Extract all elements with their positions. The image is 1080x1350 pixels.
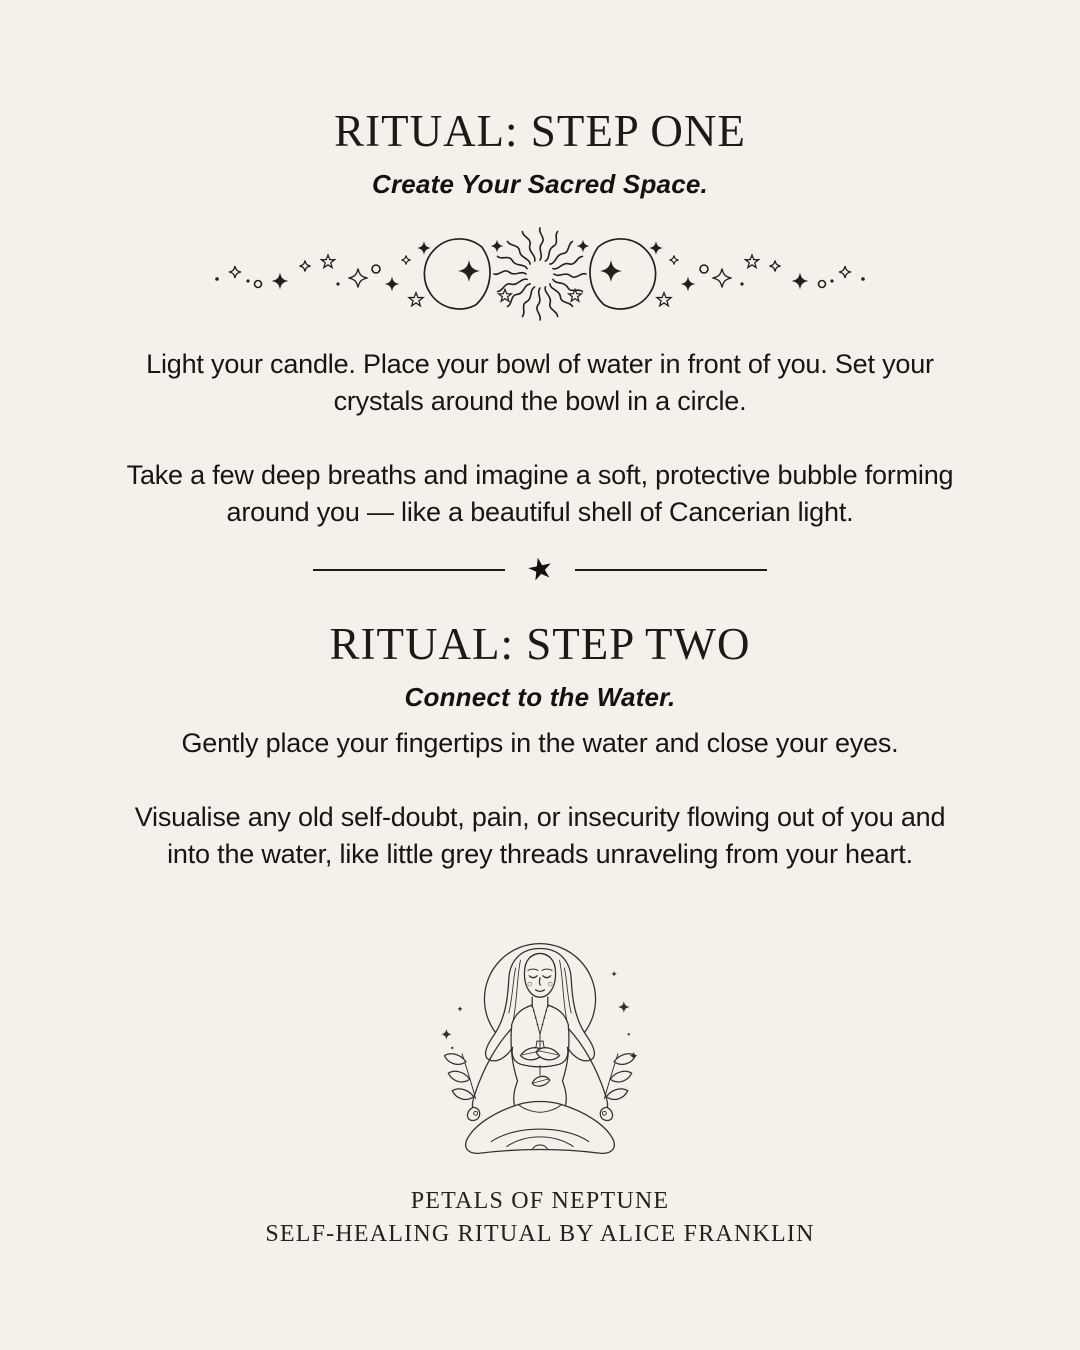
text-line: Gently place your fingertips in the water and close your eyes.: [181, 728, 899, 758]
step-two-title: RITUAL: STEP TWO: [329, 619, 751, 669]
text-line: Take a few deep breaths and imagine a soft, protective bubble forming: [126, 460, 954, 490]
footer: [0, 1185, 1080, 1251]
step-one-paragraph-1: [0, 346, 1080, 420]
celestial-divider-illustration: [210, 226, 870, 322]
divider-line-right: [575, 569, 767, 571]
divider-line-left: [313, 569, 505, 571]
text-line: Visualise any old self-doubt, pain, or insecurity flowing out of you and: [134, 802, 946, 832]
star-divider: [0, 550, 1080, 589]
crescent-moon-right-icon: [569, 235, 865, 311]
step-two-subtitle: Connect to the Water.: [404, 682, 676, 712]
text-line: into the water, like little grey threads unraveling from your heart.: [167, 839, 913, 869]
text-line: crystals around the bowl in a circle.: [333, 386, 747, 416]
meditating-woman-icon: [423, 919, 657, 1171]
brand-name: PETALS OF NEPTUNE: [410, 1188, 670, 1214]
text-line: Light your candle. Place your bowl of water in front of you. Set your: [146, 349, 934, 379]
step-two-paragraph-1: [0, 725, 1080, 762]
crescent-moon-left-icon: [215, 235, 511, 311]
sun-icon: [494, 228, 586, 320]
byline: SELF-HEALING RITUAL BY ALICE FRANKLIN: [265, 1221, 815, 1247]
celestial-divider: [210, 226, 870, 322]
step-two-paragraph-2: [0, 799, 1080, 873]
step-one-title: RITUAL: STEP ONE: [334, 106, 746, 156]
step-one-subtitle: Create Your Sacred Space.: [372, 169, 708, 199]
step-one-paragraph-2: [0, 457, 1080, 531]
star-icon: ★: [523, 550, 557, 589]
text-line: around you — like a beautiful shell of Cancerian light.: [226, 497, 854, 527]
meditating-woman-illustration: [423, 919, 657, 1171]
